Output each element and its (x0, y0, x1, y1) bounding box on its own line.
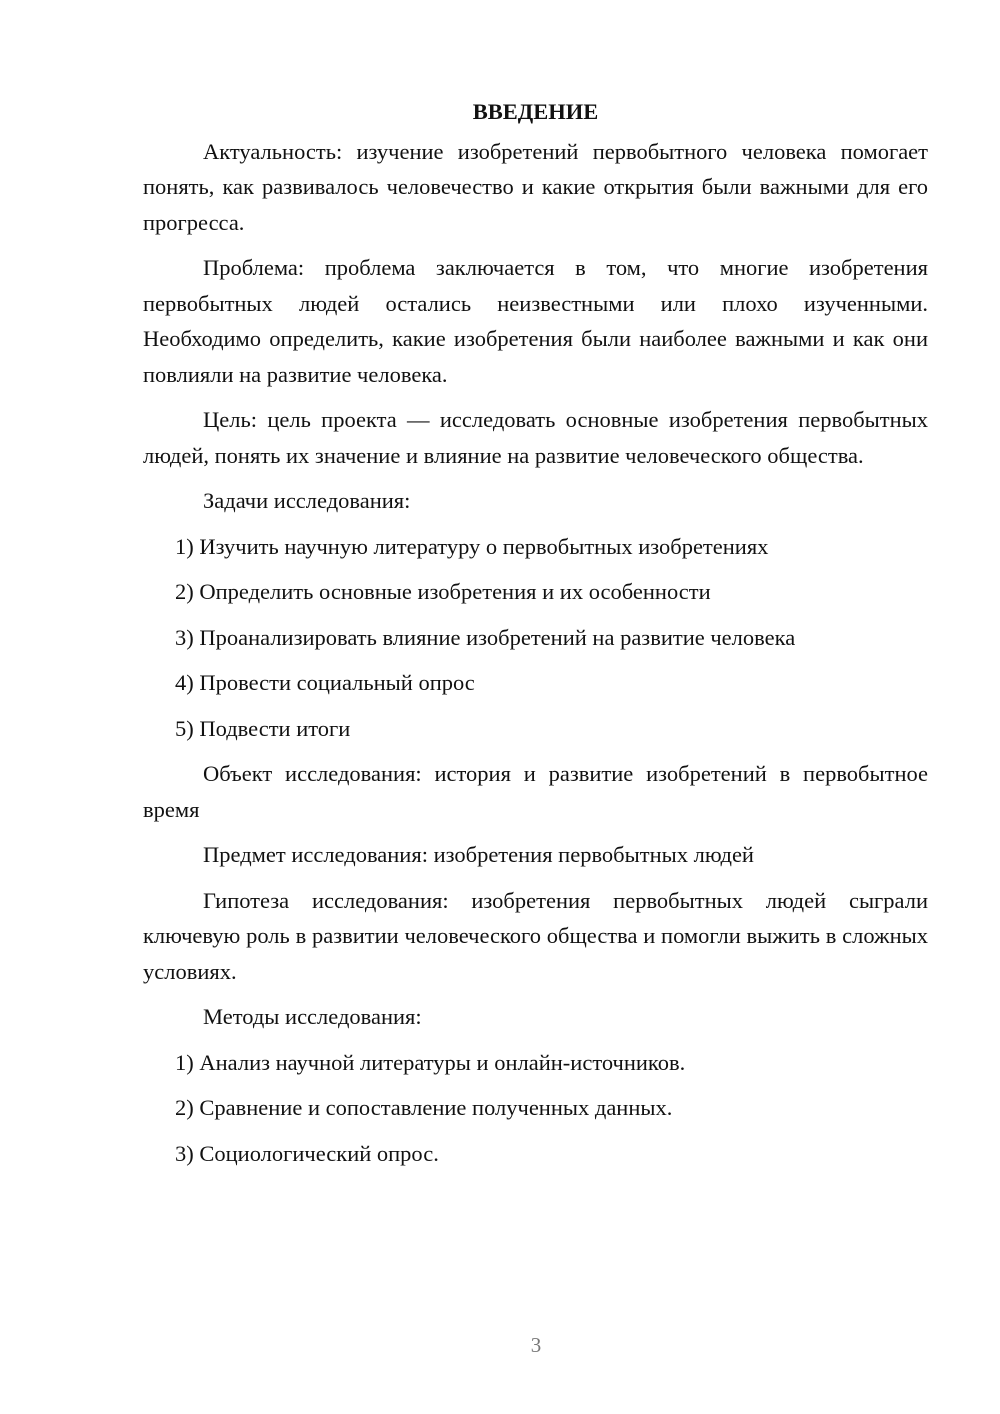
object-paragraph: Объект исследования: история и развитие изобретений в первобытное время (143, 761, 928, 822)
hypothesis-paragraph: Гипотеза исследования: изобретения первобытных людей сыграли ключевую роль в развитии человеческого общества и помогли выжить в сложных условиях. (143, 887, 928, 984)
list-item: 5) Подвести итоги (175, 715, 351, 741)
list-item: 3) Проанализировать влияние изобретений на развитие человека (175, 624, 796, 650)
list-item: 1) Анализ научной литературы и онлайн-источников. (175, 1049, 686, 1075)
list-item: 2) Сравнение и сопоставление полученных данных. (175, 1095, 673, 1120)
list-item: 2) Определить основные изобретения и их особенности (175, 579, 711, 604)
list-item: 4) Провести социальный опрос (175, 670, 475, 695)
list-item: 3) Социологический опрос. (175, 1140, 439, 1166)
goal-paragraph: Цель: цель проекта — исследовать основные изобретения первобытных людей, понять их значение и влияние на развитие человеческого общества. (143, 407, 928, 468)
section-title: ВВЕДЕНИЕ (472, 99, 599, 124)
methods-label: Методы исследования: (203, 1004, 422, 1029)
list-item: 1) Изучить научную литературу о первобытных изобретениях (175, 533, 769, 559)
page-number: 3 (530, 1333, 542, 1357)
problem-paragraph: Проблема: проблема заключается в том, что многие изобретения первобытных людей остались неизвестными или плохо изученными. Необходимо определить, какие изобретения были наиболее важными и как они повлияли на развитие человека. (143, 255, 928, 387)
subject-paragraph: Предмет исследования: изобретения первобытных людей (203, 842, 754, 867)
tasks-label: Задачи исследования: (203, 488, 411, 513)
tasks-list (143, 529, 928, 747)
methods-list (143, 1045, 928, 1172)
relevance-paragraph: Актуальность: изучение изобретений первобытного человека помогает понять, как развивалось человечество и какие открытия были важными для его прогресса. (143, 138, 928, 235)
document-body (143, 94, 928, 1181)
